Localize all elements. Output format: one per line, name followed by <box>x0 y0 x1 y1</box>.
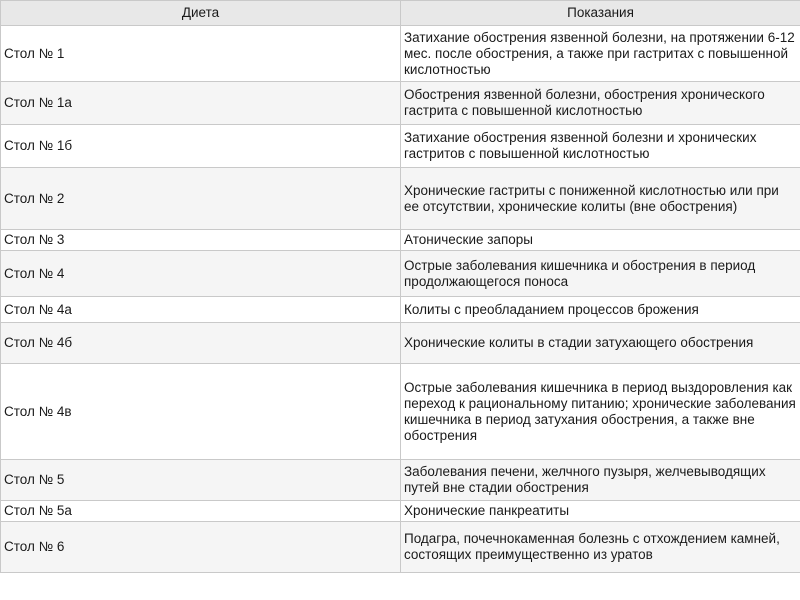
diet-cell: Стол № 4в <box>1 364 401 460</box>
table-row <box>1 460 800 501</box>
table-row <box>1 82 800 125</box>
indication-cell: Подагра, почечнокаменная болезнь с отхождением камней, состоящих преимущественно из уратов <box>401 522 800 573</box>
table-row <box>1 230 800 251</box>
diet-cell: Стол № 4 <box>1 251 401 297</box>
indication-cell: Обострения язвенной болезни, обострения хронического гастрита с повышенной кислотностью <box>401 82 800 125</box>
indication-cell: Затихание обострения язвенной болезни и хронических гастритов с повышенной кислотностью <box>401 125 800 168</box>
indication-cell: Острые заболевания кишечника и обострения в период продолжающегося поноса <box>401 251 800 297</box>
diet-cell: Стол № 5а <box>1 501 401 522</box>
table-row <box>1 501 800 522</box>
diet-cell: Стол № 4б <box>1 323 401 364</box>
indication-cell: Заболевания печени, желчного пузыря, желчевыводящих путей вне стадии обострения <box>401 460 800 501</box>
indication-cell: Хронические панкреатиты <box>401 501 800 522</box>
indication-cell: Затихание обострения язвенной болезни, на протяжении 6-12 мес. после обострения, а также при гастритах с повышенной кислотностью <box>401 26 800 82</box>
diet-cell: Стол № 1а <box>1 82 401 125</box>
diet-cell: Стол № 1 <box>1 26 401 82</box>
diet-cell: Стол № 6 <box>1 522 401 573</box>
table-row <box>1 323 800 364</box>
diet-cell: Стол № 3 <box>1 230 401 251</box>
table-row <box>1 297 800 323</box>
indication-cell: Колиты с преобладанием процессов брожения <box>401 297 800 323</box>
table-row <box>1 251 800 297</box>
table-row <box>1 168 800 230</box>
table-header-row <box>1 1 800 26</box>
diet-cell: Стол № 4а <box>1 297 401 323</box>
table-row <box>1 522 800 573</box>
header-diet: Диета <box>1 1 401 26</box>
table-row <box>1 364 800 460</box>
table-row <box>1 26 800 82</box>
indication-cell: Атонические запоры <box>401 230 800 251</box>
header-indications: Показания <box>401 1 800 26</box>
indication-cell: Хронические колиты в стадии затухающего обострения <box>401 323 800 364</box>
indication-cell: Хронические гастриты с пониженной кислотностью или при ее отсутствии, хронические колиты (вне обострения) <box>401 168 800 230</box>
diet-cell: Стол № 1б <box>1 125 401 168</box>
indication-cell: Острые заболевания кишечника в период выздоровления как переход к рациональному питанию; хронические заболевания кишечника в период затухания обострения, а также вне обострения <box>401 364 800 460</box>
diet-cell: Стол № 2 <box>1 168 401 230</box>
diet-cell: Стол № 5 <box>1 460 401 501</box>
table-row <box>1 125 800 168</box>
